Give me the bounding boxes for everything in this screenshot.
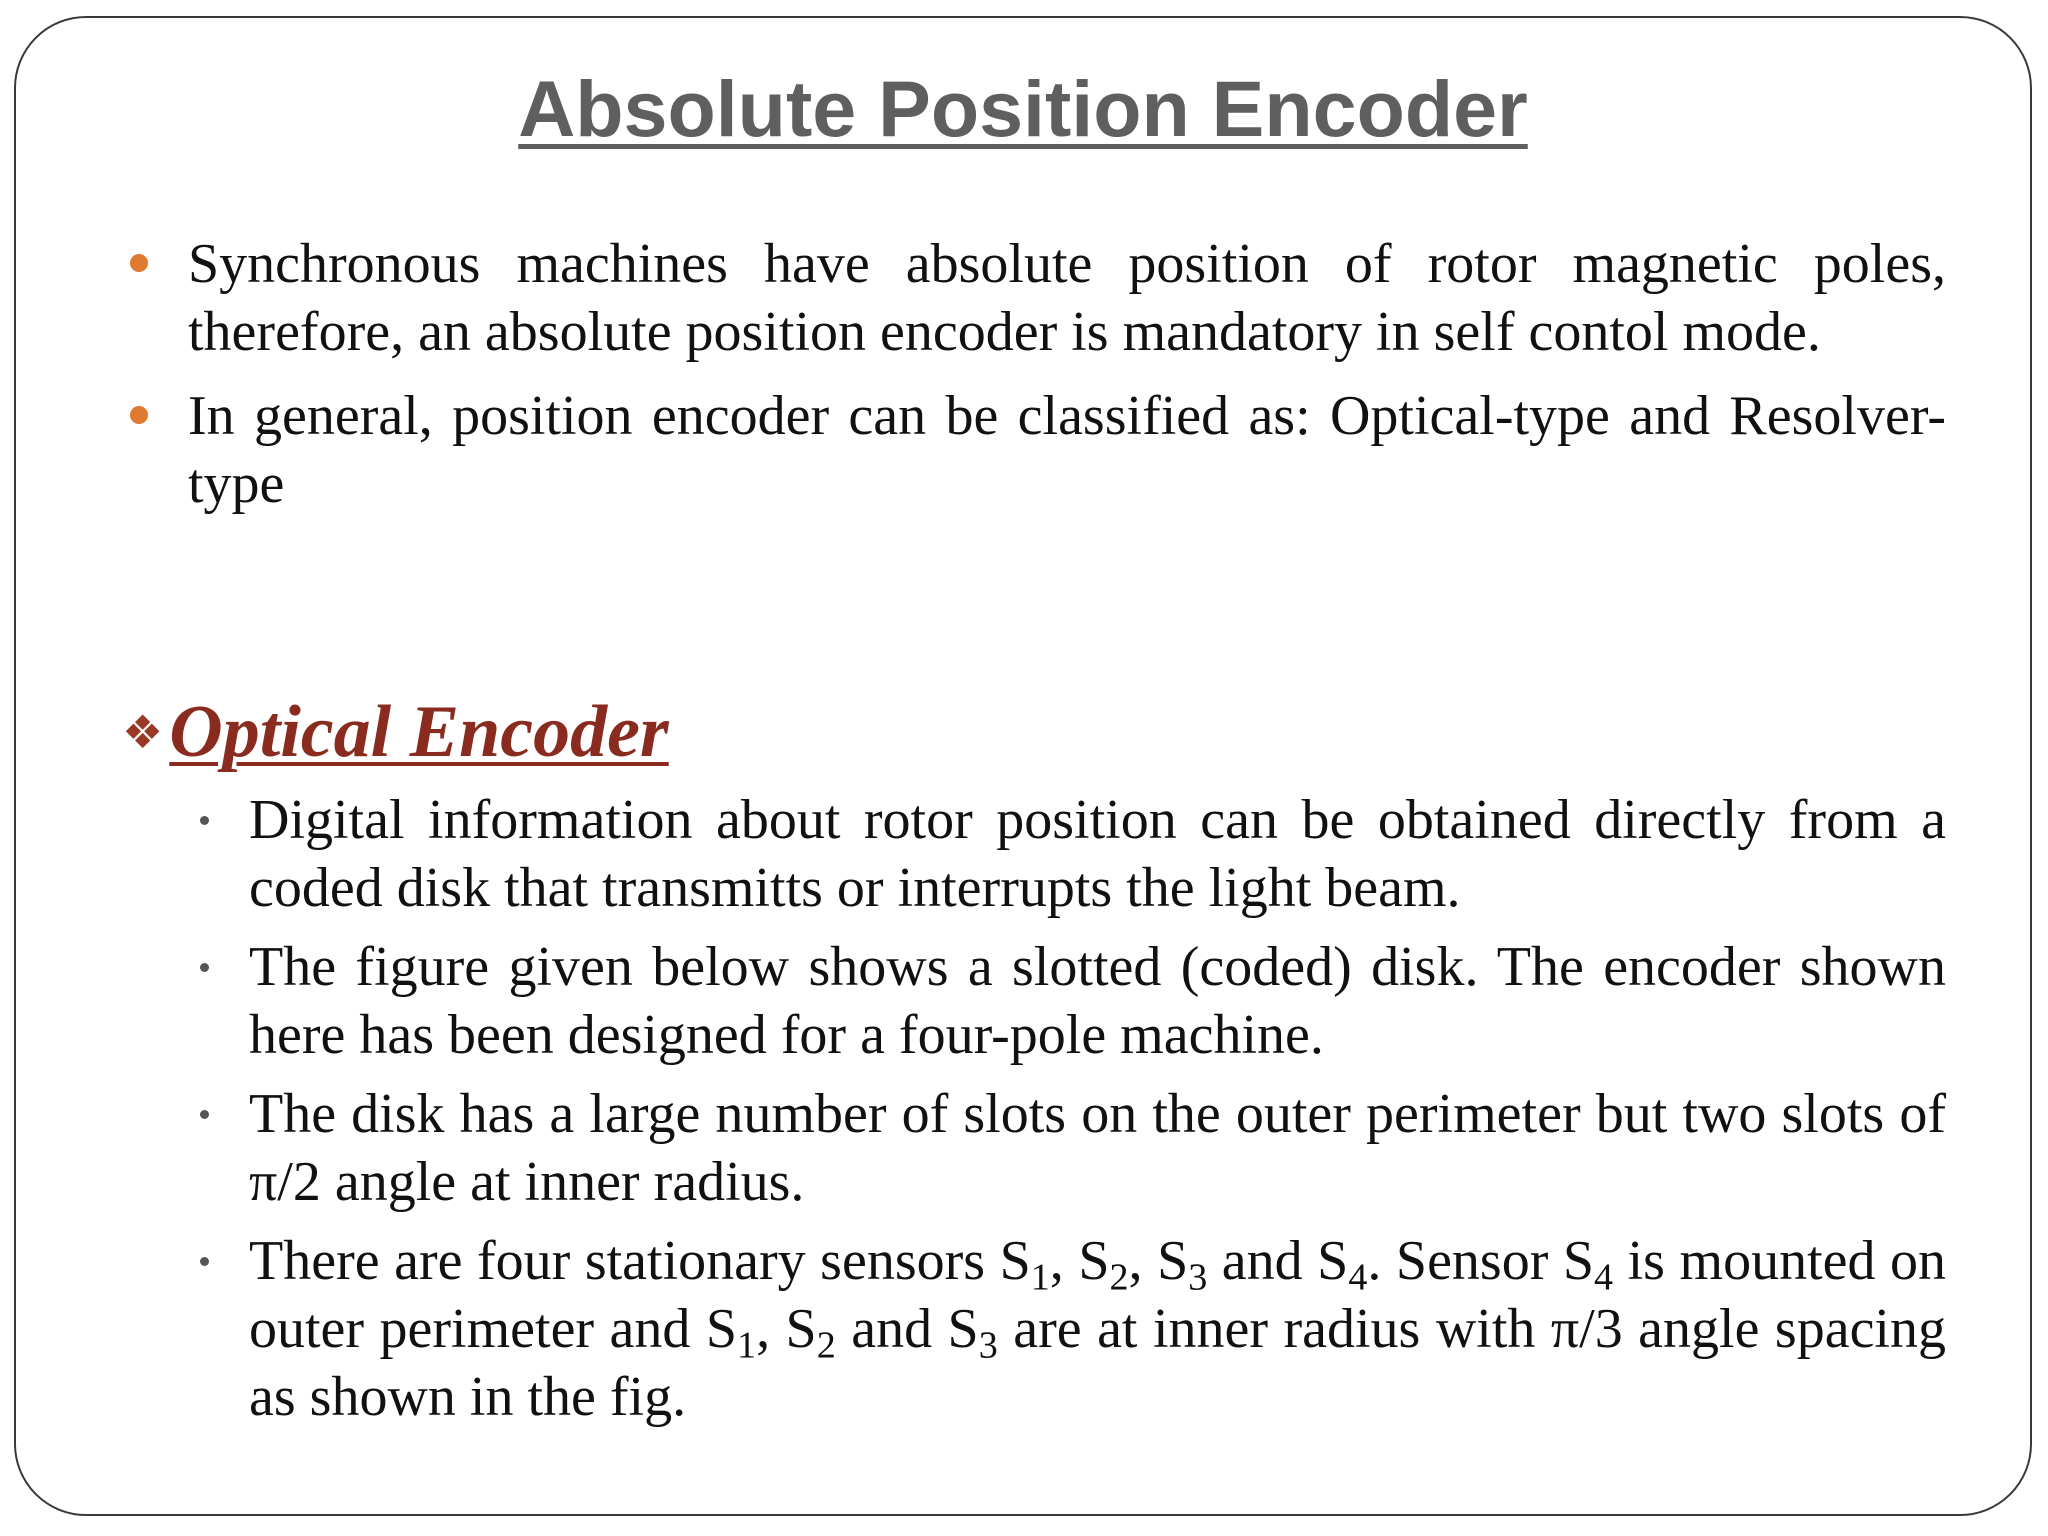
sub-bullet-dot-icon [200,1257,209,1266]
bullet-dot-icon [130,254,148,272]
sub-bullet-dot-icon [200,963,209,972]
bullet-text: Synchronous machines have absolute position of rotor magnetic poles, therefore, an absolute position encoder is mandatory in self contol mode. [188,233,1946,363]
sub-bullet-list [176,786,1946,1442]
bullet-item [116,230,1946,366]
sub-bullet-text: The figure given below shows a slotted (coded) disk. The encoder shown here has been designed for a four-pole machine. [249,936,1946,1066]
sub-bullet-text: The disk has a large number of slots on the outer perimeter but two slots of π/2 angle at inner radius. [249,1083,1946,1213]
diamond-bullet-icon: ❖ [122,705,164,760]
sub-bullet-item [176,1080,1946,1216]
sub-bullet-dot-icon [200,1110,209,1119]
sub-bullet-text: Digital information about rotor position can be obtained directly from a coded disk that transmitts or interrupts the light beam. [249,789,1946,919]
sub-bullet-dot-icon [200,816,209,825]
section-heading [122,688,669,777]
bullet-item [116,382,1946,518]
bullet-dot-icon [130,406,148,424]
slide-title: Absolute Position Encoder [518,64,1528,153]
sub-bullet-item [176,933,1946,1069]
section-title: Optical Encoder [169,691,669,773]
sub-bullet-text-sensors: There are four stationary sensors $S_1$, $S_2$, $S_3$ and $S_4$. Sensor $S_4$ is mounted on outer perimeter and $S_1$, $S_2$ and $S_3$ are at inner radius with π/3 angle spacing as shown in the fig. [249,1230,1947,1428]
sub-bullet-item [176,1227,1946,1431]
slide-frame [14,16,2032,1516]
bullet-text: In general, position encoder can be classified as: Optical-type and Resolver-type [188,385,1946,515]
sub-bullet-item [176,786,1946,922]
main-bullet-list [116,230,1946,534]
